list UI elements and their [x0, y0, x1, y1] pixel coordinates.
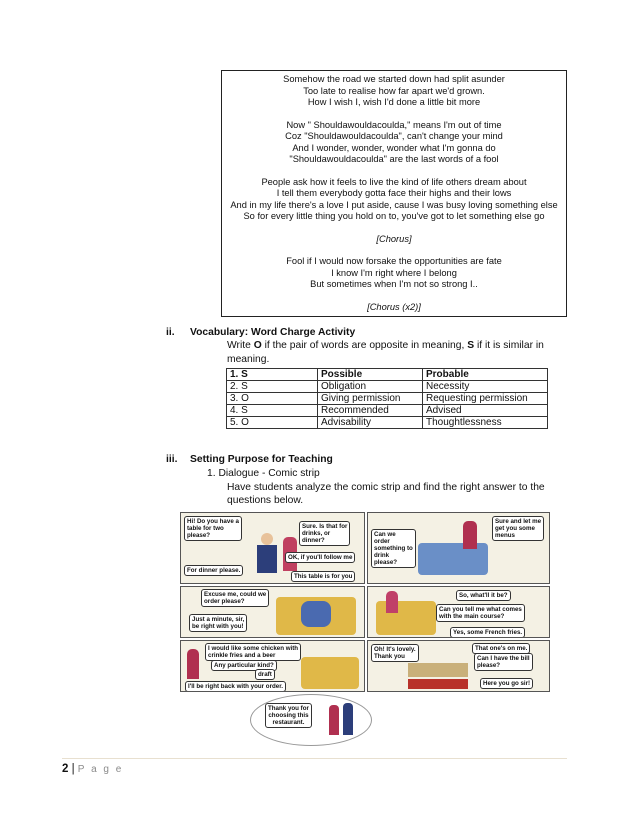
speech-bubble: [371, 529, 416, 568]
comic-panel-2: [367, 512, 550, 584]
bubble-text: Oh! It's lovely.: [374, 646, 416, 653]
bubble-text: Hi! Do you have a: [187, 518, 239, 525]
table-cell: 5. O: [227, 417, 318, 429]
instr-text: if it is similar in: [474, 340, 544, 351]
table-cell: Obligation: [318, 381, 423, 393]
purpose-desc: Have students analyze the comic strip and find the right answer to the: [227, 482, 545, 493]
purpose-numeral: iii.: [166, 454, 178, 465]
bubble-text: order please?: [204, 598, 245, 605]
speech-bubble: Any particular kind?: [211, 660, 277, 671]
header-cell: Possible: [318, 369, 423, 381]
waitress-figure: [187, 649, 199, 679]
speech-bubble: Here you go sir!: [480, 678, 533, 689]
bubble-text: restaurant.: [272, 719, 305, 726]
table-cell: Necessity: [423, 381, 548, 393]
bubble-text: Excuse me, could we: [204, 591, 267, 598]
bubble-text: something to: [374, 545, 413, 552]
bubble-text: drink: [374, 552, 390, 559]
header-cell: Probable: [423, 369, 548, 381]
speech-bubble: [265, 703, 312, 728]
table-scene: [408, 663, 468, 677]
bubble-text: with the main course?: [439, 613, 505, 620]
bubble-text: choosing this: [268, 712, 309, 719]
vocab-heading: Vocabulary: Word Charge Activity: [190, 327, 356, 338]
speech-bubble: For dinner please.: [184, 565, 243, 576]
speech-bubble: [189, 614, 247, 632]
bubble-text: Just a minute, sir,: [192, 616, 245, 623]
bubble-text: please?: [477, 662, 501, 669]
speech-bubble: This table is for you: [291, 571, 355, 582]
lyric-line: I know I'm right where I belong: [331, 267, 457, 278]
speech-bubble: [436, 604, 525, 622]
table-header-row: [227, 369, 548, 381]
bubble-text: dinner?: [302, 537, 325, 544]
speech-bubble: [205, 643, 301, 661]
bubble-text: Thank you for: [268, 705, 309, 712]
bubble-text: I would like some chicken with: [208, 645, 299, 652]
lyric-line: And in my life there's a love I put aside, cause I was busy loving something else: [230, 199, 558, 210]
bubble-text: menus: [495, 532, 515, 539]
bubble-text: Can we: [374, 531, 396, 538]
speech-bubble: Yes, some French fries.: [450, 627, 525, 638]
comic-panel-4: [367, 586, 550, 638]
footer-rule: [62, 758, 567, 759]
lyric-line: "Shouldawouldacoulda" are the last words of a fool: [289, 154, 499, 164]
table-scene: [418, 543, 488, 575]
page-number: 2: [62, 763, 69, 775]
lyric-line: So for every little thing you hold on to, you've got to let something else go: [243, 211, 545, 221]
lyrics-stanza-3: [222, 177, 566, 223]
waiter-figure: [261, 533, 273, 545]
comic-strip: [180, 512, 550, 746]
bubble-text: Sure. Is that for: [302, 523, 348, 530]
table-cell: Advised: [423, 405, 548, 417]
waitress-figure: [329, 705, 339, 735]
instr-text: Write: [227, 340, 254, 351]
waiter-figure: [343, 703, 353, 735]
purpose-heading: Setting Purpose for Teaching: [190, 454, 333, 465]
lyrics-stanza-2: [222, 120, 566, 166]
comic-panel-6: [367, 640, 550, 692]
comic-panel-3: [180, 586, 365, 638]
waitress-figure: [463, 521, 477, 549]
table-row: [227, 393, 548, 405]
header-cell: 1. S: [227, 369, 318, 381]
speech-bubble: [299, 521, 350, 546]
lyric-line: And I wonder, wonder, wonder what I'm gonna do: [292, 142, 496, 153]
table-cell: Giving permission: [318, 393, 423, 405]
footer-separator: |: [68, 763, 78, 775]
lyric-line: Somehow the road we started down had split asunder: [283, 74, 505, 84]
bubble-text: crinkle fries and a beer: [208, 652, 276, 659]
bubble-text: order: [374, 538, 390, 545]
counter: [408, 679, 468, 689]
bubble-text: please?: [187, 532, 211, 539]
speech-bubble: So, what'll it be?: [456, 590, 511, 601]
table-cell: 4. S: [227, 405, 318, 417]
bubble-text: Can I have the bill: [477, 655, 530, 662]
purpose-item: 1. Dialogue - Comic strip: [207, 468, 320, 479]
waiter-body: [257, 545, 277, 573]
comic-panel-5: [180, 640, 365, 692]
speech-bubble: That one's on me.: [472, 643, 530, 654]
lyric-line: But sometimes when I'm not so strong I..: [310, 279, 478, 289]
lyric-line: Now " Shouldawouldacoulda," means I'm out of time: [286, 119, 502, 130]
speech-bubble: [492, 516, 544, 541]
speech-bubble: [474, 653, 533, 671]
lyric-line: How I wish I, wish I'd done a little bit more: [307, 97, 481, 107]
bubble-text: Can you tell me what comes: [439, 606, 522, 613]
booth-scene: [376, 601, 436, 635]
bubble-text: please?: [374, 559, 398, 566]
speech-bubble: I'll be right back with your order.: [185, 681, 286, 692]
table-cell: Thoughtlessness: [423, 417, 548, 429]
booth-scene: [301, 657, 359, 689]
table-cell: Requesting permission: [423, 393, 548, 405]
table-cell: 3. O: [227, 393, 318, 405]
table-row: [227, 381, 548, 393]
bubble-text: get you some: [495, 525, 535, 532]
lyric-line: I tell them everybody gotta face their highs and their lows: [276, 188, 512, 198]
bubble-text: drinks, or: [302, 530, 331, 537]
vocab-instruction: [227, 340, 544, 353]
instr-text: if the pair of words are opposite in meaning,: [261, 340, 468, 351]
vocab-instruction-cont: meaning.: [227, 354, 270, 365]
customer-couple: [301, 601, 331, 627]
page-footer: [62, 763, 123, 775]
speech-bubble: [371, 644, 419, 662]
lyrics-stanza-1: [222, 74, 566, 109]
instr-o: O: [253, 340, 262, 351]
speech-bubble: OK, if you'll follow me: [285, 552, 355, 563]
vocab-table: [226, 368, 548, 429]
speech-bubble: [184, 516, 242, 541]
table-row: [227, 417, 548, 429]
bubble-text: Thank you: [374, 653, 405, 660]
chorus-marker: [222, 302, 566, 314]
lyrics-box: [221, 70, 567, 317]
lyric-line: Too late to realise how far apart we'd grown.: [303, 85, 485, 96]
lyrics-stanza-4: [222, 256, 566, 291]
vocab-numeral: ii.: [166, 327, 175, 338]
speech-bubble: [201, 589, 269, 607]
bubble-text: be right with you!: [192, 623, 244, 630]
lyric-line: People ask how it feels to live the kind of life others dream about: [261, 176, 527, 187]
bubble-text: Sure and let me: [495, 518, 542, 525]
chorus-label: [Chorus (x2)]: [367, 301, 421, 312]
speech-bubble: draft: [255, 669, 275, 680]
chorus-marker: [222, 234, 566, 246]
page-label: P a g e: [77, 764, 124, 775]
instr-s: S: [467, 340, 475, 351]
bubble-text: table for two: [187, 525, 224, 532]
table-cell: Recommended: [318, 405, 423, 417]
comic-panel-7: [250, 694, 372, 746]
table-cell: Advisability: [318, 417, 423, 429]
lyric-line: Coz "Shouldawouldacoulda", can't change your mind: [285, 131, 503, 141]
table-row: [227, 405, 548, 417]
table-cell: 2. S: [227, 381, 318, 393]
chorus-label: [Chorus]: [376, 233, 412, 244]
waitress-figure: [386, 591, 398, 613]
comic-panel-1: [180, 512, 365, 584]
purpose-desc-cont: questions below.: [227, 495, 304, 506]
lyric-line: Fool if I would now forsake the opportunities are fate: [286, 256, 502, 266]
